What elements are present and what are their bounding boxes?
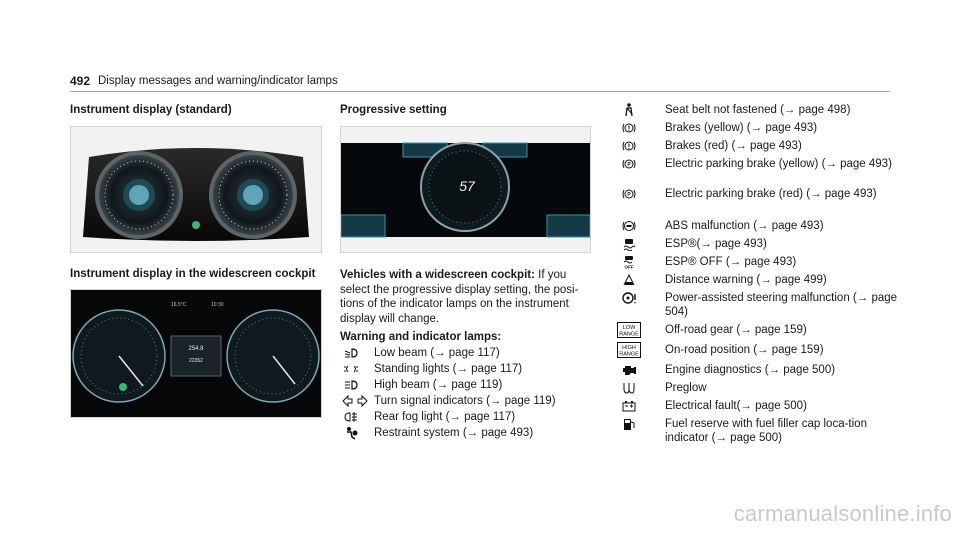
instrument-standard-image bbox=[71, 127, 321, 252]
lamp-row bbox=[615, 343, 890, 361]
svg-text:RANGE: RANGE bbox=[619, 351, 639, 358]
lamp-label: High beam (→ page 119) bbox=[374, 379, 503, 391]
lamp-row bbox=[615, 255, 890, 271]
svg-text:RANGE: RANGE bbox=[619, 331, 639, 338]
lamp-label: On-road position (→ page 159) bbox=[665, 344, 824, 356]
lamp-label: Fuel reserve with fuel filler cap loca-tion indicator (→ page 500) bbox=[665, 418, 867, 444]
abs-icon bbox=[615, 219, 643, 233]
distance-warning-icon bbox=[615, 273, 643, 287]
fuel-reserve-icon bbox=[615, 417, 643, 431]
power-steering-icon bbox=[615, 291, 643, 305]
lamp-row bbox=[615, 273, 890, 289]
page-title: Display messages and warning/indicator lamps bbox=[98, 75, 338, 87]
lamp-label: Preglow bbox=[665, 382, 707, 394]
watermark: carmanualsonline.info bbox=[733, 501, 952, 526]
lamp-row bbox=[340, 410, 590, 426]
vehicles-lead: Vehicles with a widescreen cockpit: bbox=[340, 269, 535, 281]
lamp-label: Brakes (yellow) (→ page 493) bbox=[665, 122, 818, 134]
standing-lights-icon bbox=[340, 362, 362, 376]
lamp-label: ESP®(→ page 493) bbox=[665, 238, 767, 250]
brake-yellow-icon bbox=[615, 121, 643, 135]
lamp-row bbox=[615, 417, 890, 447]
widescreen-temp: 16.5°C bbox=[171, 302, 187, 308]
progressive-image bbox=[341, 127, 590, 252]
vehicles-text: If you select the progressive display setting, the posi-tions of the indicator lamps on the instrument display will change. bbox=[340, 269, 579, 325]
lamp-row bbox=[615, 157, 890, 187]
preglow-icon bbox=[615, 381, 643, 395]
lamp-row bbox=[340, 378, 590, 394]
lamp-label: Electrical fault(→ page 500) bbox=[665, 400, 807, 412]
lamp-label: Power-assisted steering malfunction (→ page 504) bbox=[665, 292, 898, 318]
lamp-row bbox=[615, 323, 890, 341]
lamp-label: Distance warning (→ page 499) bbox=[665, 274, 827, 286]
battery-icon bbox=[615, 399, 643, 413]
lamp-label: Turn signal indicators (→ page 119) bbox=[374, 395, 556, 407]
lamp-label: Electric parking brake (yellow) (→ page 493) bbox=[665, 158, 892, 170]
lamp-row bbox=[340, 426, 590, 442]
restraint-system-icon bbox=[340, 426, 362, 440]
progressive-speed: 57 bbox=[459, 178, 475, 194]
heading-instrument-widescreen: Instrument display in the widescreen cockpit bbox=[70, 268, 316, 280]
parking-brake-red-icon bbox=[615, 187, 643, 201]
heading-progressive: Progressive setting bbox=[340, 104, 447, 116]
lamp-label: Electric parking brake (red) (→ page 493) bbox=[665, 188, 877, 200]
lamp-row bbox=[615, 187, 890, 217]
svg-text:P: P bbox=[627, 162, 631, 168]
lamp-row bbox=[615, 291, 898, 321]
widescreen-time: 10:30 bbox=[211, 302, 224, 308]
lamp-label: Rear fog light (→ page 117) bbox=[374, 411, 516, 423]
lamp-row bbox=[615, 363, 890, 379]
instrument-widescreen-image bbox=[71, 290, 321, 417]
lamp-row bbox=[340, 394, 590, 410]
lamps-heading: Warning and indicator lamps: bbox=[340, 331, 502, 343]
seat-belt-icon bbox=[615, 103, 643, 117]
heading-instrument-standard: Instrument display (standard) bbox=[70, 104, 232, 116]
high-range-icon bbox=[615, 343, 643, 357]
lamp-label: ESP® OFF (→ page 493) bbox=[665, 256, 797, 268]
brake-red-icon bbox=[615, 139, 643, 153]
lamp-row bbox=[615, 399, 890, 415]
svg-text:OFF: OFF bbox=[624, 264, 634, 269]
lamp-label: Restraint system (→ page 493) bbox=[374, 427, 534, 439]
lamp-row bbox=[615, 121, 890, 137]
esp-icon bbox=[615, 237, 643, 251]
lamp-label: ABS malfunction (→ page 493) bbox=[665, 220, 824, 232]
lamp-row bbox=[615, 219, 890, 235]
svg-text:HIGH: HIGH bbox=[622, 345, 636, 351]
lamp-row bbox=[615, 381, 890, 397]
high-beam-icon bbox=[340, 378, 362, 392]
esp-off-icon bbox=[615, 255, 643, 269]
figure-progressive bbox=[340, 126, 591, 253]
lamp-label: Standing lights (→ page 117) bbox=[374, 363, 523, 375]
lamp-label: Engine diagnostics (→ page 500) bbox=[665, 364, 836, 376]
lamp-label: Off-road gear (→ page 159) bbox=[665, 324, 807, 336]
figure-instrument-standard bbox=[70, 126, 322, 253]
vehicles-paragraph bbox=[340, 268, 590, 326]
page-number: 492 bbox=[70, 74, 91, 88]
engine-diagnostics-icon bbox=[615, 363, 643, 377]
lamp-row bbox=[340, 346, 590, 362]
low-beam-icon bbox=[340, 346, 362, 360]
lamp-label: Brakes (red) (→ page 493) bbox=[665, 140, 802, 152]
low-range-icon bbox=[615, 323, 643, 337]
figure-instrument-widescreen bbox=[70, 289, 322, 418]
lamp-row bbox=[615, 237, 890, 253]
widescreen-readout-center: 254.8 bbox=[188, 346, 204, 352]
lamp-label: Seat belt not fastened (→ page 498) bbox=[665, 104, 851, 116]
turn-signal-icon bbox=[340, 394, 370, 408]
lamp-row bbox=[340, 362, 590, 378]
svg-text:LOW: LOW bbox=[622, 325, 636, 331]
page-header bbox=[70, 72, 890, 92]
widescreen-readout-center2: 22352 bbox=[189, 358, 203, 364]
lamp-label: Low beam (→ page 117) bbox=[374, 347, 500, 359]
svg-text:P: P bbox=[627, 192, 631, 198]
parking-brake-yellow-icon bbox=[615, 157, 643, 171]
lamp-row bbox=[615, 139, 890, 155]
rear-fog-light-icon bbox=[340, 410, 362, 424]
lamp-row bbox=[615, 103, 890, 119]
